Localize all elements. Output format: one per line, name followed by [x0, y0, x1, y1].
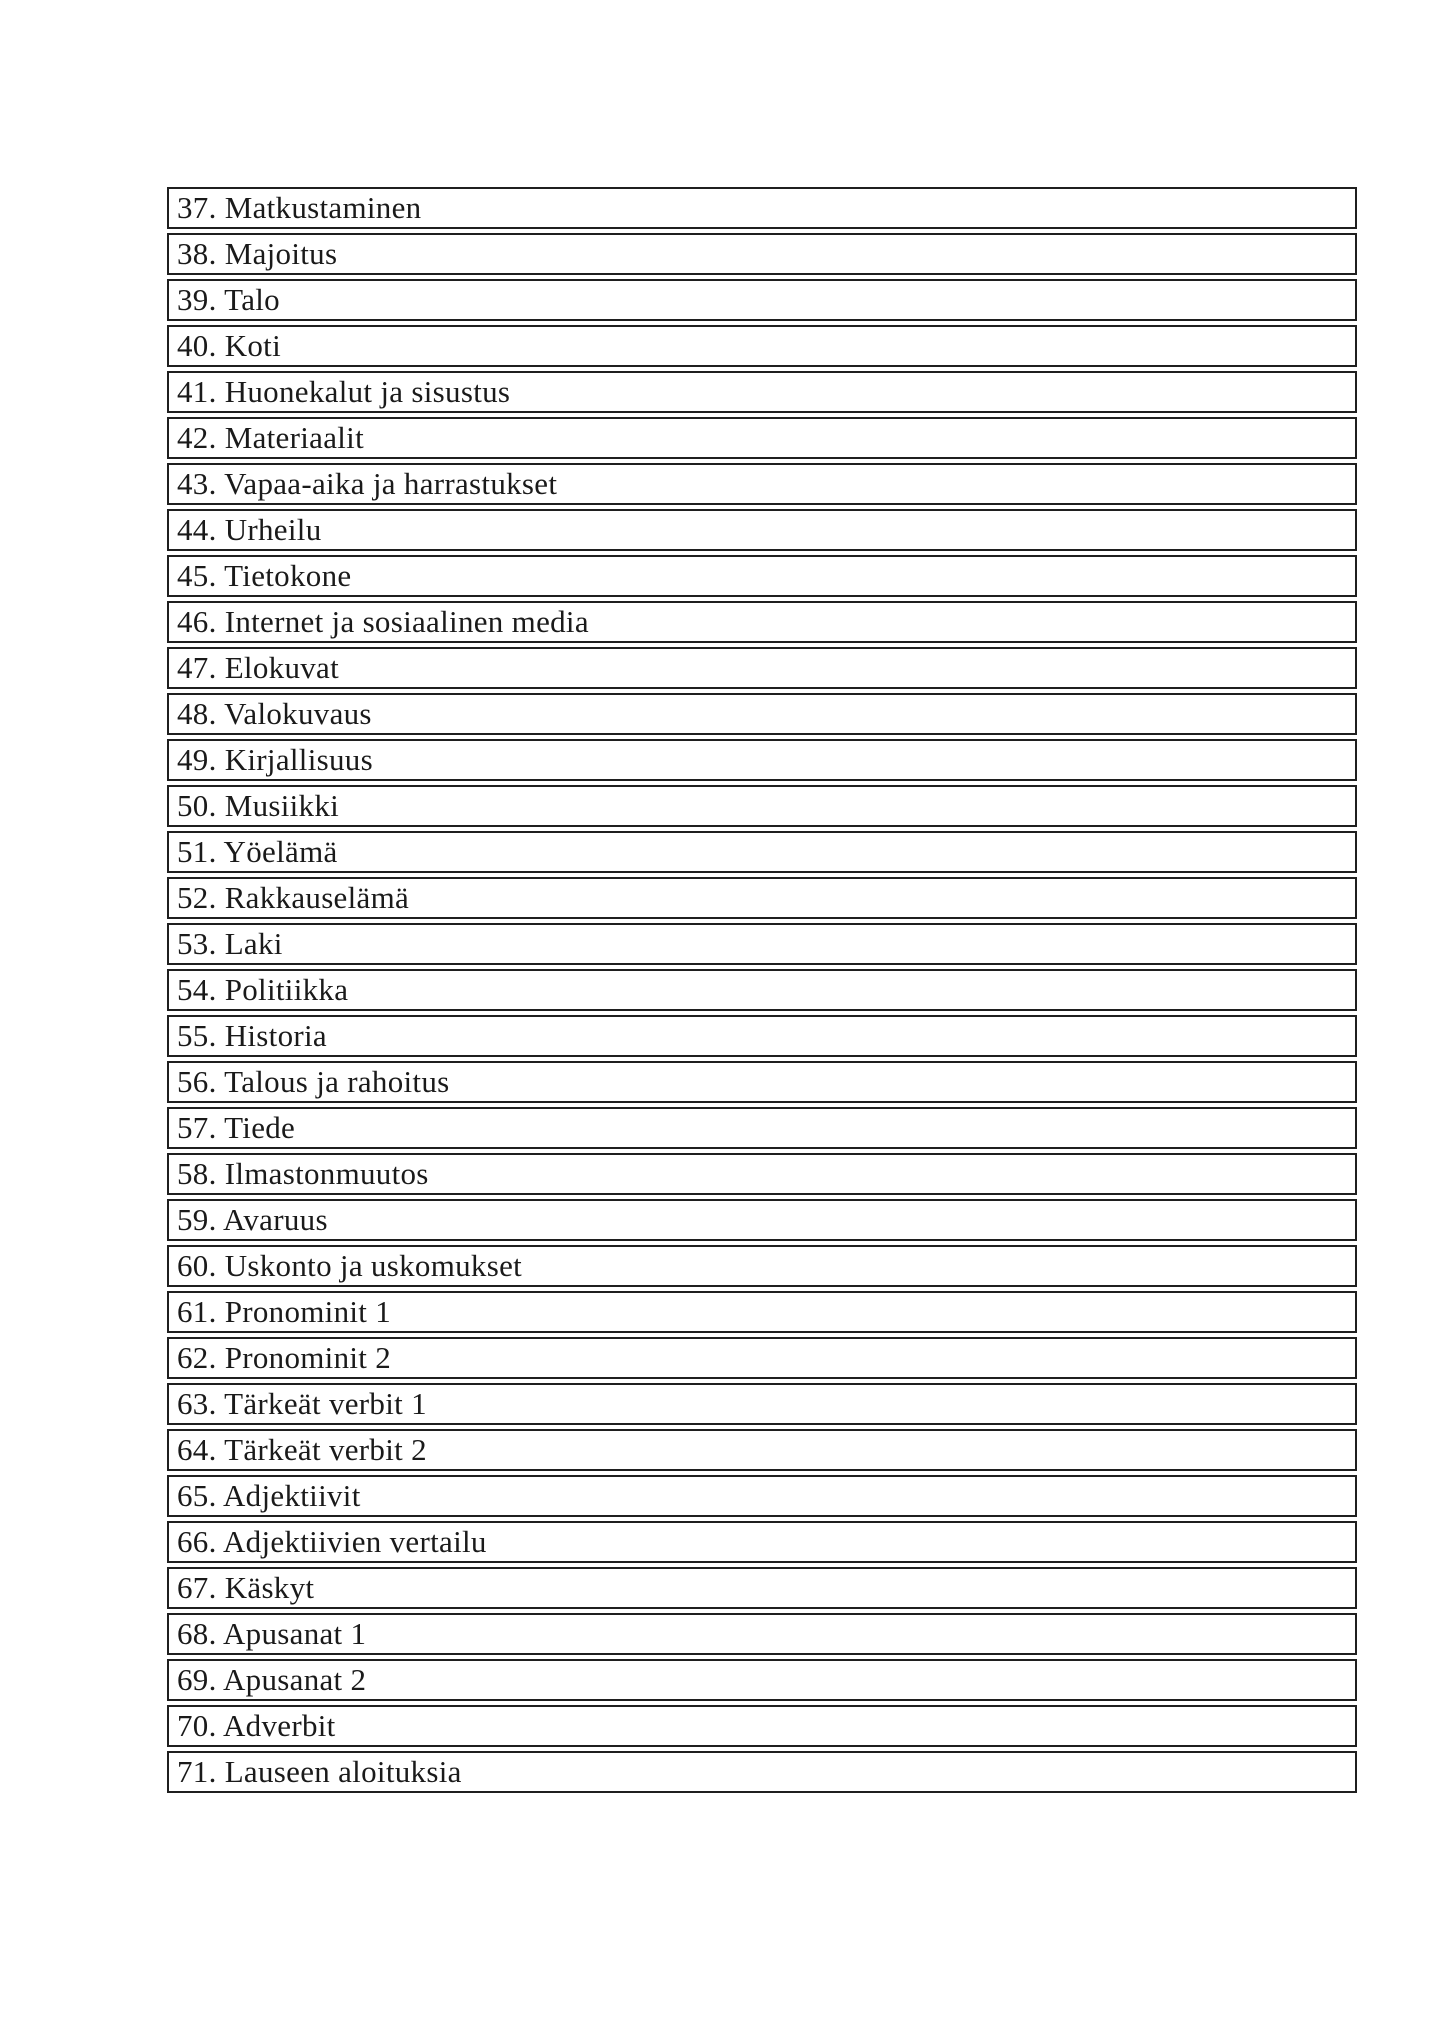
- toc-entry-text: 66. Adjektiivien vertailu: [177, 1524, 487, 1559]
- toc-row: [167, 785, 1357, 827]
- toc-entry-text: 69. Apusanat 2: [177, 1662, 367, 1697]
- toc-row: [167, 1567, 1357, 1609]
- table-of-contents: [167, 187, 1357, 1797]
- toc-entry-text: 63. Tärkeät verbit 1: [177, 1386, 427, 1421]
- toc-row: [167, 1521, 1357, 1563]
- toc-entry-text: 46. Internet ja sosiaalinen media: [177, 604, 589, 639]
- toc-entry-text: 56. Talous ja rahoitus: [177, 1064, 450, 1099]
- toc-row: [167, 693, 1357, 735]
- toc-row: [167, 509, 1357, 551]
- toc-entry-text: 45. Tietokone: [177, 558, 352, 593]
- toc-row: [167, 601, 1357, 643]
- toc-row: [167, 1429, 1357, 1471]
- toc-row: [167, 1107, 1357, 1149]
- toc-entry-text: 68. Apusanat 1: [177, 1616, 367, 1651]
- toc-entry-text: 43. Vapaa-aika ja harrastukset: [177, 466, 558, 501]
- toc-entry-text: 54. Politiikka: [177, 972, 349, 1007]
- toc-row: [167, 1751, 1357, 1793]
- toc-row: [167, 1153, 1357, 1195]
- toc-entry-text: 49. Kirjallisuus: [177, 742, 373, 777]
- toc-entry-text: 40. Koti: [177, 328, 282, 363]
- toc-entry-text: 61. Pronominit 1: [177, 1294, 392, 1329]
- toc-entry-text: 55. Historia: [177, 1018, 327, 1053]
- toc-row: [167, 1291, 1357, 1333]
- toc-row: [167, 463, 1357, 505]
- toc-entry-text: 48. Valokuvaus: [177, 696, 372, 731]
- toc-row: [167, 739, 1357, 781]
- toc-entry-text: 65. Adjektiivit: [177, 1478, 361, 1513]
- toc-row: [167, 555, 1357, 597]
- toc-entry-text: 60. Uskonto ja uskomukset: [177, 1248, 523, 1283]
- toc-entry-text: 41. Huonekalut ja sisustus: [177, 374, 511, 409]
- toc-entry-text: 50. Musiikki: [177, 788, 340, 823]
- toc-entry-text: 39. Talo: [177, 282, 280, 317]
- toc-row: [167, 969, 1357, 1011]
- toc-row: [167, 923, 1357, 965]
- toc-row: [167, 1383, 1357, 1425]
- toc-row: [167, 1659, 1357, 1701]
- toc-row: [167, 1061, 1357, 1103]
- toc-entry-text: 53. Laki: [177, 926, 283, 961]
- toc-row: [167, 1613, 1357, 1655]
- toc-entry-text: 47. Elokuvat: [177, 650, 340, 685]
- toc-row: [167, 1337, 1357, 1379]
- toc-row: [167, 647, 1357, 689]
- toc-row: [167, 1015, 1357, 1057]
- toc-row: [167, 187, 1357, 229]
- toc-row: [167, 417, 1357, 459]
- toc-entry-text: 62. Pronominit 2: [177, 1340, 392, 1375]
- toc-row: [167, 1199, 1357, 1241]
- toc-entry-text: 59. Avaruus: [177, 1202, 328, 1237]
- toc-entry-text: 58. Ilmastonmuutos: [177, 1156, 429, 1191]
- toc-row: [167, 233, 1357, 275]
- toc-entry-text: 51. Yöelämä: [177, 834, 338, 869]
- toc-entry-text: 38. Majoitus: [177, 236, 338, 271]
- toc-row: [167, 1245, 1357, 1287]
- toc-entry-text: 37. Matkustaminen: [177, 190, 422, 225]
- toc-row: [167, 831, 1357, 873]
- toc-entry-text: 67. Käskyt: [177, 1570, 315, 1605]
- toc-row: [167, 371, 1357, 413]
- toc-entry-text: 64. Tärkeät verbit 2: [177, 1432, 427, 1467]
- toc-entry-text: 57. Tiede: [177, 1110, 296, 1145]
- toc-entry-text: 71. Lauseen aloituksia: [177, 1754, 462, 1789]
- toc-row: [167, 1705, 1357, 1747]
- toc-entry-text: 44. Urheilu: [177, 512, 322, 547]
- toc-row: [167, 1475, 1357, 1517]
- toc-entry-text: 42. Materiaalit: [177, 420, 364, 455]
- toc-row: [167, 877, 1357, 919]
- toc-entry-text: 70. Adverbit: [177, 1708, 336, 1743]
- toc-entry-text: 52. Rakkauselämä: [177, 880, 410, 915]
- toc-row: [167, 325, 1357, 367]
- toc-row: [167, 279, 1357, 321]
